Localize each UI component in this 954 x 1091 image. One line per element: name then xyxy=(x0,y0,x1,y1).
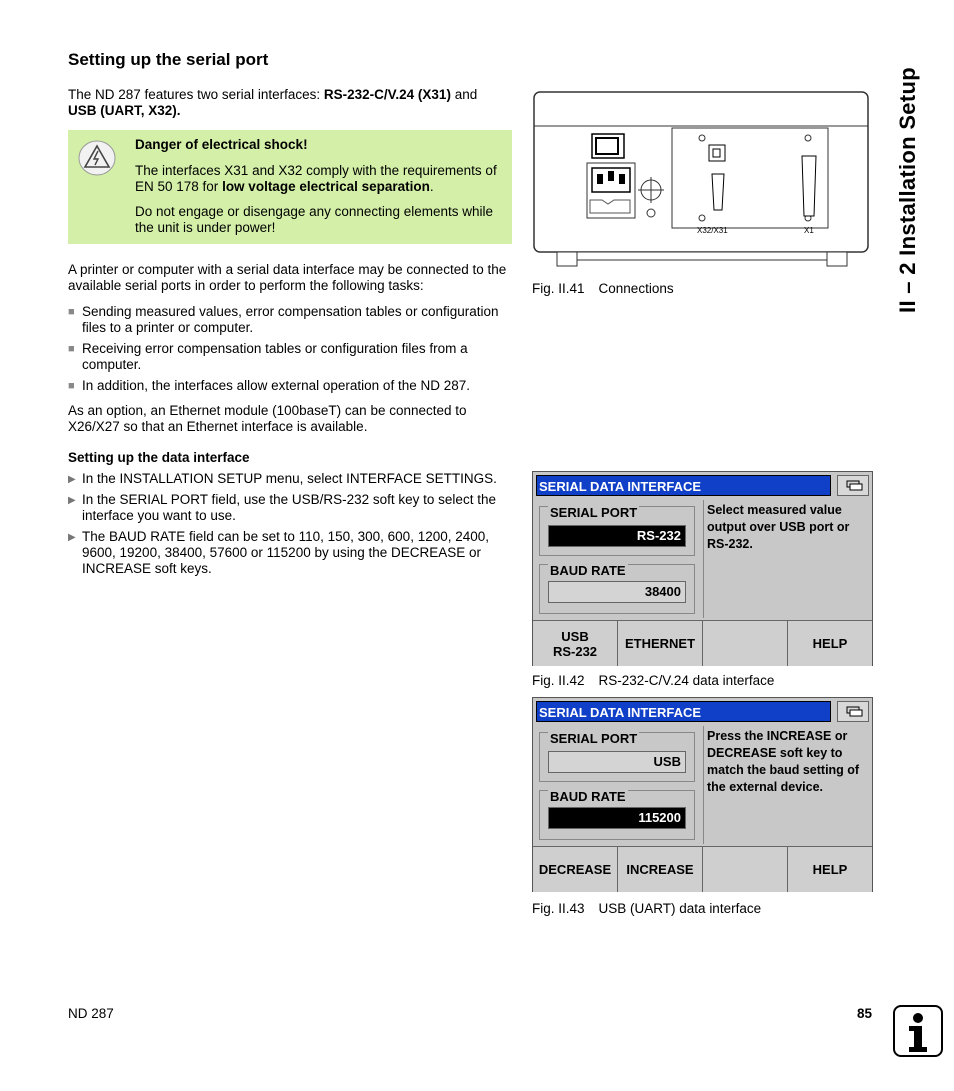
danger-box xyxy=(68,130,512,244)
softkey-bar xyxy=(533,846,872,892)
printer-paragraph: A printer or computer with a serial data interface may be connected to the available serial ports in order to perform the following tasks: xyxy=(68,262,507,293)
screen-usb xyxy=(532,697,873,892)
window-switch-icon[interactable] xyxy=(837,701,869,722)
danger-text-1b: low voltage electrical separation xyxy=(222,179,430,194)
baud-rate-label: BAUD RATE xyxy=(550,563,626,578)
list-item-text: In the INSTALLATION SETUP menu, select INTERFACE SETTINGS. xyxy=(82,471,497,486)
serial-port-label: SERIAL PORT xyxy=(550,731,638,746)
fig1-caption xyxy=(532,281,674,296)
square-bullet-icon: ■ xyxy=(68,343,75,355)
list-item xyxy=(68,529,513,577)
danger-title: Danger of electrical shock! xyxy=(135,137,308,152)
list-item-text: Sending measured values, error compensation tables or configuration files to a printer or computer. xyxy=(82,304,499,335)
increase-softkey[interactable]: INCREASE xyxy=(618,847,703,892)
fig3-number: Fig. II.43 xyxy=(532,901,585,916)
page-number: 85 xyxy=(857,1006,873,1021)
intro-rs232: RS-232-C/V.24 (X31) xyxy=(323,87,451,102)
task-list xyxy=(68,304,508,399)
subheading: Setting up the data interface xyxy=(68,450,250,465)
connections-diagram xyxy=(532,88,872,273)
baud-rate-value[interactable]: 38400 xyxy=(548,581,686,603)
list-item-text: In the SERIAL PORT field, use the USB/RS-232 soft key to select the interface you want to use. xyxy=(82,492,496,523)
chapter-sidebar xyxy=(878,40,938,340)
serial-port-field xyxy=(539,506,695,556)
help-softkey[interactable]: HELP xyxy=(788,621,872,666)
intro-paragraph xyxy=(68,87,518,119)
screen-title: SERIAL DATA INTERFACE xyxy=(536,701,831,722)
list-item-text: Receiving error compensation tables or configuration files from a computer. xyxy=(82,341,468,372)
window-switch-icon[interactable] xyxy=(837,475,869,496)
section-heading: Setting up the serial port xyxy=(68,50,269,69)
square-bullet-icon: ■ xyxy=(68,306,75,318)
baud-rate-field xyxy=(539,564,695,614)
list-item xyxy=(68,492,513,524)
intro-usb: USB (UART, X32). xyxy=(68,103,181,118)
fig2-caption-text: RS-232-C/V.24 data interface xyxy=(598,673,775,688)
danger-text-1a: The interfaces X31 and X32 comply with the requirements of EN 50 178 for xyxy=(135,163,497,194)
danger-text-2: Do not engage or disengage any connecting elements while the unit is under power! xyxy=(135,204,493,235)
fig3-caption-text: USB (UART) data interface xyxy=(598,901,762,916)
serial-port-label: SERIAL PORT xyxy=(550,505,638,520)
footer-product: ND 287 xyxy=(68,1006,114,1021)
arrow-bullet-icon: ▶ xyxy=(68,495,76,506)
screen-title: SERIAL DATA INTERFACE xyxy=(536,475,831,496)
chapter-title: II – 2 Installation Setup xyxy=(895,67,920,313)
step-list xyxy=(68,471,513,582)
empty-softkey[interactable] xyxy=(703,847,788,892)
list-item xyxy=(68,341,508,373)
baud-rate-label: BAUD RATE xyxy=(550,789,626,804)
intro-and: and xyxy=(450,87,478,102)
fig1-caption-text: Connections xyxy=(598,281,674,296)
arrow-bullet-icon: ▶ xyxy=(68,474,76,485)
electric-shock-warning-icon xyxy=(78,140,116,176)
fig3-caption xyxy=(532,901,761,916)
baud-rate-value[interactable]: 115200 xyxy=(548,807,686,829)
usb-rs232-softkey[interactable]: USB RS-232 xyxy=(533,621,618,666)
square-bullet-icon: ■ xyxy=(68,380,75,392)
fig1-number: Fig. II.41 xyxy=(532,281,585,296)
arrow-bullet-icon: ▶ xyxy=(68,532,76,543)
help-text: Press the INCREASE or DECREASE soft key to match the baud setting of the external device. xyxy=(703,726,870,844)
screen-rs232 xyxy=(532,471,873,666)
x1-label: X1 xyxy=(804,226,814,235)
baud-rate-field xyxy=(539,790,695,840)
fig2-caption xyxy=(532,673,774,688)
list-item-text: The BAUD RATE field can be set to 110, 150, 300, 600, 1200, 2400, 9600, 19200, 38400, 57600 or 115200 by using the DECREASE or INCREASE soft keys. xyxy=(82,529,490,576)
softkey-bar xyxy=(533,620,872,666)
serial-port-value[interactable]: USB xyxy=(548,751,686,773)
empty-softkey[interactable] xyxy=(703,621,788,666)
help-softkey[interactable]: HELP xyxy=(788,847,872,892)
list-item xyxy=(68,378,508,394)
list-item xyxy=(68,471,513,487)
help-text: Select measured value output over USB port or RS-232. xyxy=(703,500,870,618)
list-item-text: In addition, the interfaces allow external operation of the ND 287. xyxy=(82,378,470,393)
ethernet-softkey[interactable]: ETHERNET xyxy=(618,621,703,666)
info-icon xyxy=(893,1005,943,1057)
serial-port-field xyxy=(539,732,695,782)
ethernet-paragraph: As an option, an Ethernet module (100baseT) can be connected to X26/X27 so that an Ethernet interface is available. xyxy=(68,403,467,434)
decrease-softkey[interactable]: DECREASE xyxy=(533,847,618,892)
x32-label: X32/X31 xyxy=(697,226,728,235)
fig2-number: Fig. II.42 xyxy=(532,673,585,688)
danger-text-1 xyxy=(135,163,505,195)
danger-text-1c: . xyxy=(429,179,434,194)
intro-text: The ND 287 features two serial interfaces: xyxy=(68,87,324,102)
list-item xyxy=(68,304,508,336)
serial-port-value[interactable]: RS-232 xyxy=(548,525,686,547)
